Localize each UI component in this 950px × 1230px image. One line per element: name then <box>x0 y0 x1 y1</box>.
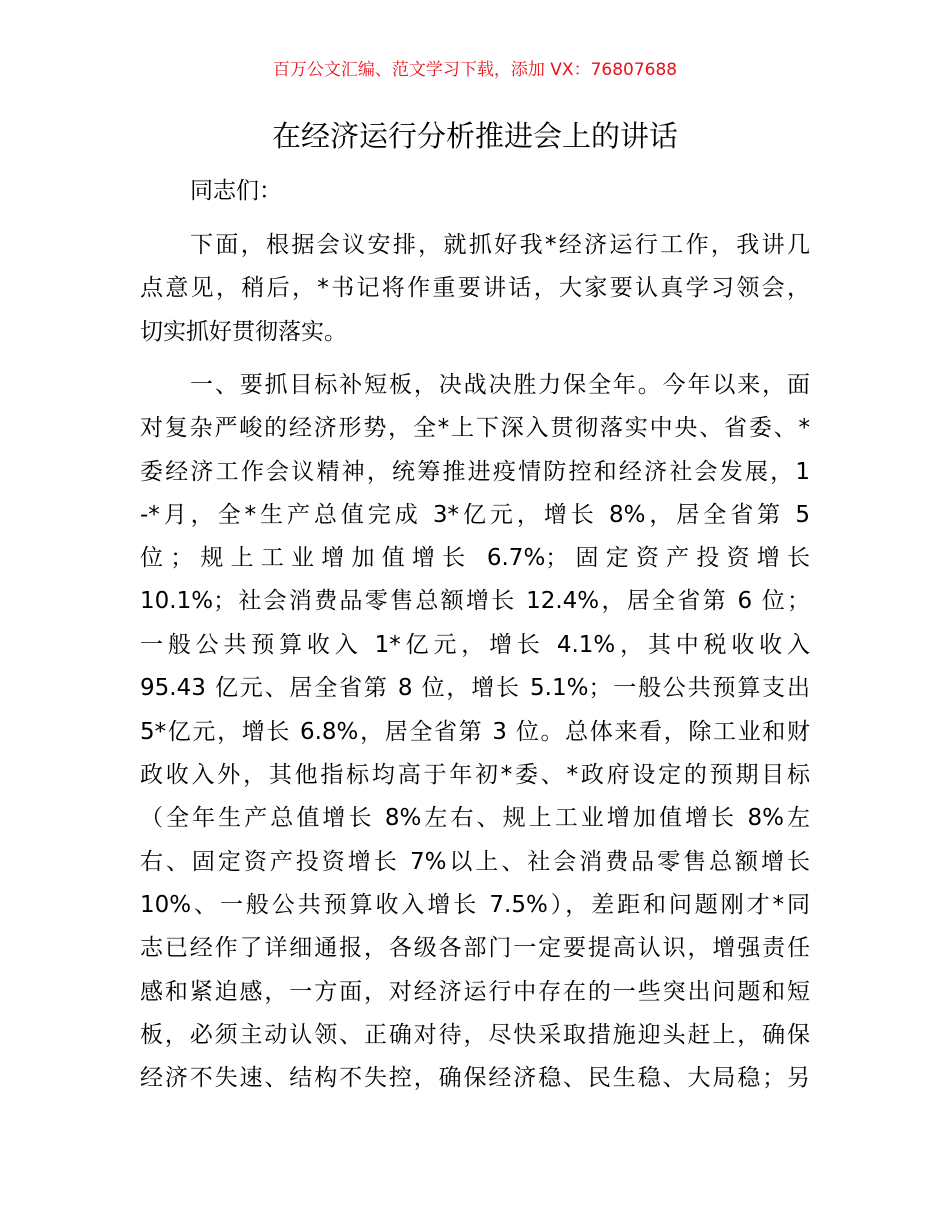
paragraph-line: （全年生产总值增长 8%左右、规上工业增加值增长 8%左 <box>140 805 810 831</box>
paragraph-line: 志已经作了详细通报，各级各部门一定要提高认识，增强责任 <box>140 935 810 961</box>
paragraph-line: 右、固定资产投资增长 7%以上、社会消费品零售总额增长 <box>140 849 810 875</box>
paragraph-line: 位；规上工业增加值增长 6.7%；固定资产投资增长 <box>140 545 810 571</box>
document-title: 在经济运行分析推进会上的讲话 <box>271 119 678 153</box>
paragraph-line: 板，必须主动认领、正确对待，尽快采取措施迎头赶上，确保 <box>140 1022 810 1048</box>
paragraph-line: 政收入外，其他指标均高于年初*委、*政府设定的预期目标 <box>140 762 810 788</box>
paragraph-line: 5*亿元，增长 6.8%，居全省第 3 位。总体来看，除工业和财 <box>140 719 810 745</box>
paragraph-line: 一般公共预算收入 1*亿元，增长 4.1%，其中税收收入 <box>140 632 810 658</box>
paragraph-line: 10%、一般公共预算收入增长 7.5%），差距和问题刚才*同 <box>140 892 810 918</box>
salutation: 同志们： <box>190 178 282 204</box>
paragraph-line: -*月，全*生产总值完成 3*亿元，增长 8%，居全省第 5 <box>140 502 810 528</box>
header-banner: 百万公文汇编、范文学习下载，添加 VX：76807688 <box>272 60 678 80</box>
paragraph-line: 95.43 亿元、居全省第 8 位，增长 5.1%；一般公共预算支出 <box>140 675 810 701</box>
paragraph-line: 经济不失速、结构不失控，确保经济稳、民生稳、大局稳；另 <box>140 1065 810 1091</box>
paragraph-line: 10.1%；社会消费品零售总额增长 12.4%，居全省第 6 位； <box>140 588 810 614</box>
paragraph-line: 感和紧迫感，一方面，对经济运行中存在的一些突出问题和短 <box>140 979 810 1005</box>
paragraph-line: 切实抓好贯彻落实。 <box>140 319 347 345</box>
paragraph-line: 对复杂严峻的经济形势，全*上下深入贯彻落实中央、省委、* <box>140 415 810 441</box>
paragraph-line: 一、要抓目标补短板，决战决胜力保全年。今年以来，面 <box>190 372 810 398</box>
paragraph-line: 下面，根据会议安排，就抓好我*经济运行工作，我讲几 <box>190 232 810 258</box>
paragraph-line: 委经济工作会议精神，统筹推进疫情防控和经济社会发展，1 <box>140 459 810 485</box>
paragraph-line: 点意见，稍后，*书记将作重要讲话，大家要认真学习领会， <box>140 275 810 301</box>
